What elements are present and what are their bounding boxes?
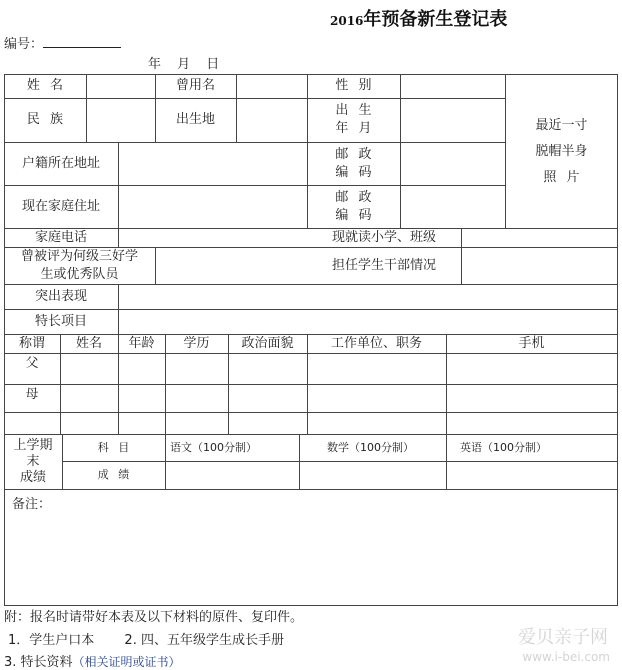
family-row-mother[interactable] <box>61 385 617 412</box>
input-birth-date[interactable] <box>401 99 505 142</box>
input-talents[interactable] <box>119 310 617 334</box>
postcode-line2: 编 码 <box>335 164 372 180</box>
label-talents: 特长项目 <box>34 313 87 329</box>
honor-line2: 生或优秀队员 <box>40 266 119 282</box>
rule <box>617 74 618 606</box>
input-current-school[interactable] <box>462 229 617 247</box>
footer-items <box>8 629 284 648</box>
title-text: 年预备新生登记表 <box>363 9 508 30</box>
label-home-address: 现在家庭住址 <box>21 198 100 214</box>
photo-box[interactable] <box>506 75 617 228</box>
grades-line1: 上学期 <box>13 437 53 453</box>
input-postcode-2[interactable] <box>401 186 505 228</box>
input-score-math[interactable] <box>300 462 446 489</box>
family-header-work: 工作单位、职务 <box>330 335 422 351</box>
family-row-other[interactable] <box>61 413 617 434</box>
label-household-address: 户籍所在地址 <box>21 155 100 171</box>
label-gender: 性 别 <box>335 78 372 93</box>
honor-line1: 曾被评为何级三好学 <box>20 248 138 264</box>
postcode-line1: 邮 政 <box>335 146 372 162</box>
label-birthplace: 出生地 <box>175 112 215 127</box>
label-current-school: 现就读小学、班级 <box>331 229 436 245</box>
label-postcode-2 <box>307 185 400 228</box>
footer-note: 附：报名时请带好本表及以下材料的原件、复印件。 <box>4 610 304 625</box>
footer-item-3 <box>4 651 181 670</box>
date-line: 年 月 日 <box>148 57 220 72</box>
family-row-father[interactable] <box>61 354 617 384</box>
footer-item-3-label: 3. 特长资料 <box>4 655 73 670</box>
input-cadre[interactable] <box>462 248 617 284</box>
birth-date-line2: 年 月 <box>335 121 372 136</box>
watermark-text: 爱贝亲子网 <box>518 627 608 648</box>
label-birth-date <box>307 98 400 142</box>
input-postcode-1[interactable] <box>401 143 505 185</box>
input-honor[interactable] <box>156 248 307 284</box>
label-ethnicity: 民 族 <box>26 112 64 127</box>
photo-line1: 最近一寸 <box>535 117 588 133</box>
input-score-english[interactable] <box>447 462 617 489</box>
input-name[interactable] <box>87 75 155 98</box>
family-relation-other <box>4 412 60 434</box>
family-header-political: 政治面貌 <box>241 335 294 351</box>
title-year: 2016 <box>330 14 364 28</box>
label-grades <box>4 434 62 489</box>
family-header-name: 姓名 <box>75 335 102 351</box>
watermark-url: www.i-bei.com <box>522 650 610 664</box>
subject-english: 英语（100分制） <box>460 440 547 454</box>
family-header-age: 年龄 <box>128 335 155 351</box>
label-notes: 备注： <box>12 497 52 512</box>
label-achievements: 突出表现 <box>34 288 87 304</box>
footer-item-1: 1．学生户口本 <box>8 633 95 648</box>
family-header-relation: 称谓 <box>18 335 45 351</box>
input-ethnicity[interactable] <box>87 99 155 142</box>
photo-line3: 照 片 <box>543 169 580 185</box>
input-gender[interactable] <box>401 75 505 98</box>
grades-line2: 末 <box>26 453 40 469</box>
label-score: 成 绩 <box>97 468 130 481</box>
postcode-line1: 邮 政 <box>335 189 372 205</box>
photo-line2: 脱帽半身 <box>535 143 588 159</box>
input-home-phone[interactable] <box>119 229 307 247</box>
input-former-name[interactable] <box>237 75 307 98</box>
birth-date-line1: 出 生 <box>335 103 372 118</box>
family-relation-father: 父 <box>25 356 39 371</box>
footer-item-3-note: （相关证明或证书） <box>72 655 181 669</box>
input-notes[interactable] <box>5 512 617 605</box>
family-header-education: 学历 <box>183 335 210 351</box>
footer-item-2: 2. 四、五年级学生成长手册 <box>124 633 284 648</box>
label-subject: 科 目 <box>97 440 130 454</box>
input-household-address[interactable] <box>119 143 307 185</box>
grades-line3: 成绩 <box>19 469 46 485</box>
family-header-mobile: 手机 <box>518 335 545 351</box>
subject-chinese: 语文（100分制） <box>170 440 257 454</box>
family-relation-mother: 母 <box>25 387 39 402</box>
label-name: 姓 名 <box>26 78 64 93</box>
number-label: 编号： <box>4 37 44 52</box>
subject-math: 数学（100分制） <box>327 440 414 454</box>
postcode-line2: 编 码 <box>335 207 372 223</box>
input-home-address[interactable] <box>119 186 307 228</box>
label-former-name: 曾用名 <box>175 78 215 93</box>
input-birthplace[interactable] <box>237 99 307 142</box>
input-score-chinese[interactable] <box>166 462 299 489</box>
label-postcode-1 <box>307 142 400 185</box>
input-achievements[interactable] <box>119 285 617 309</box>
label-honor <box>4 247 155 284</box>
label-cadre: 担任学生干部情况 <box>331 257 436 273</box>
rule <box>4 489 618 490</box>
label-home-phone: 家庭电话 <box>34 229 87 245</box>
